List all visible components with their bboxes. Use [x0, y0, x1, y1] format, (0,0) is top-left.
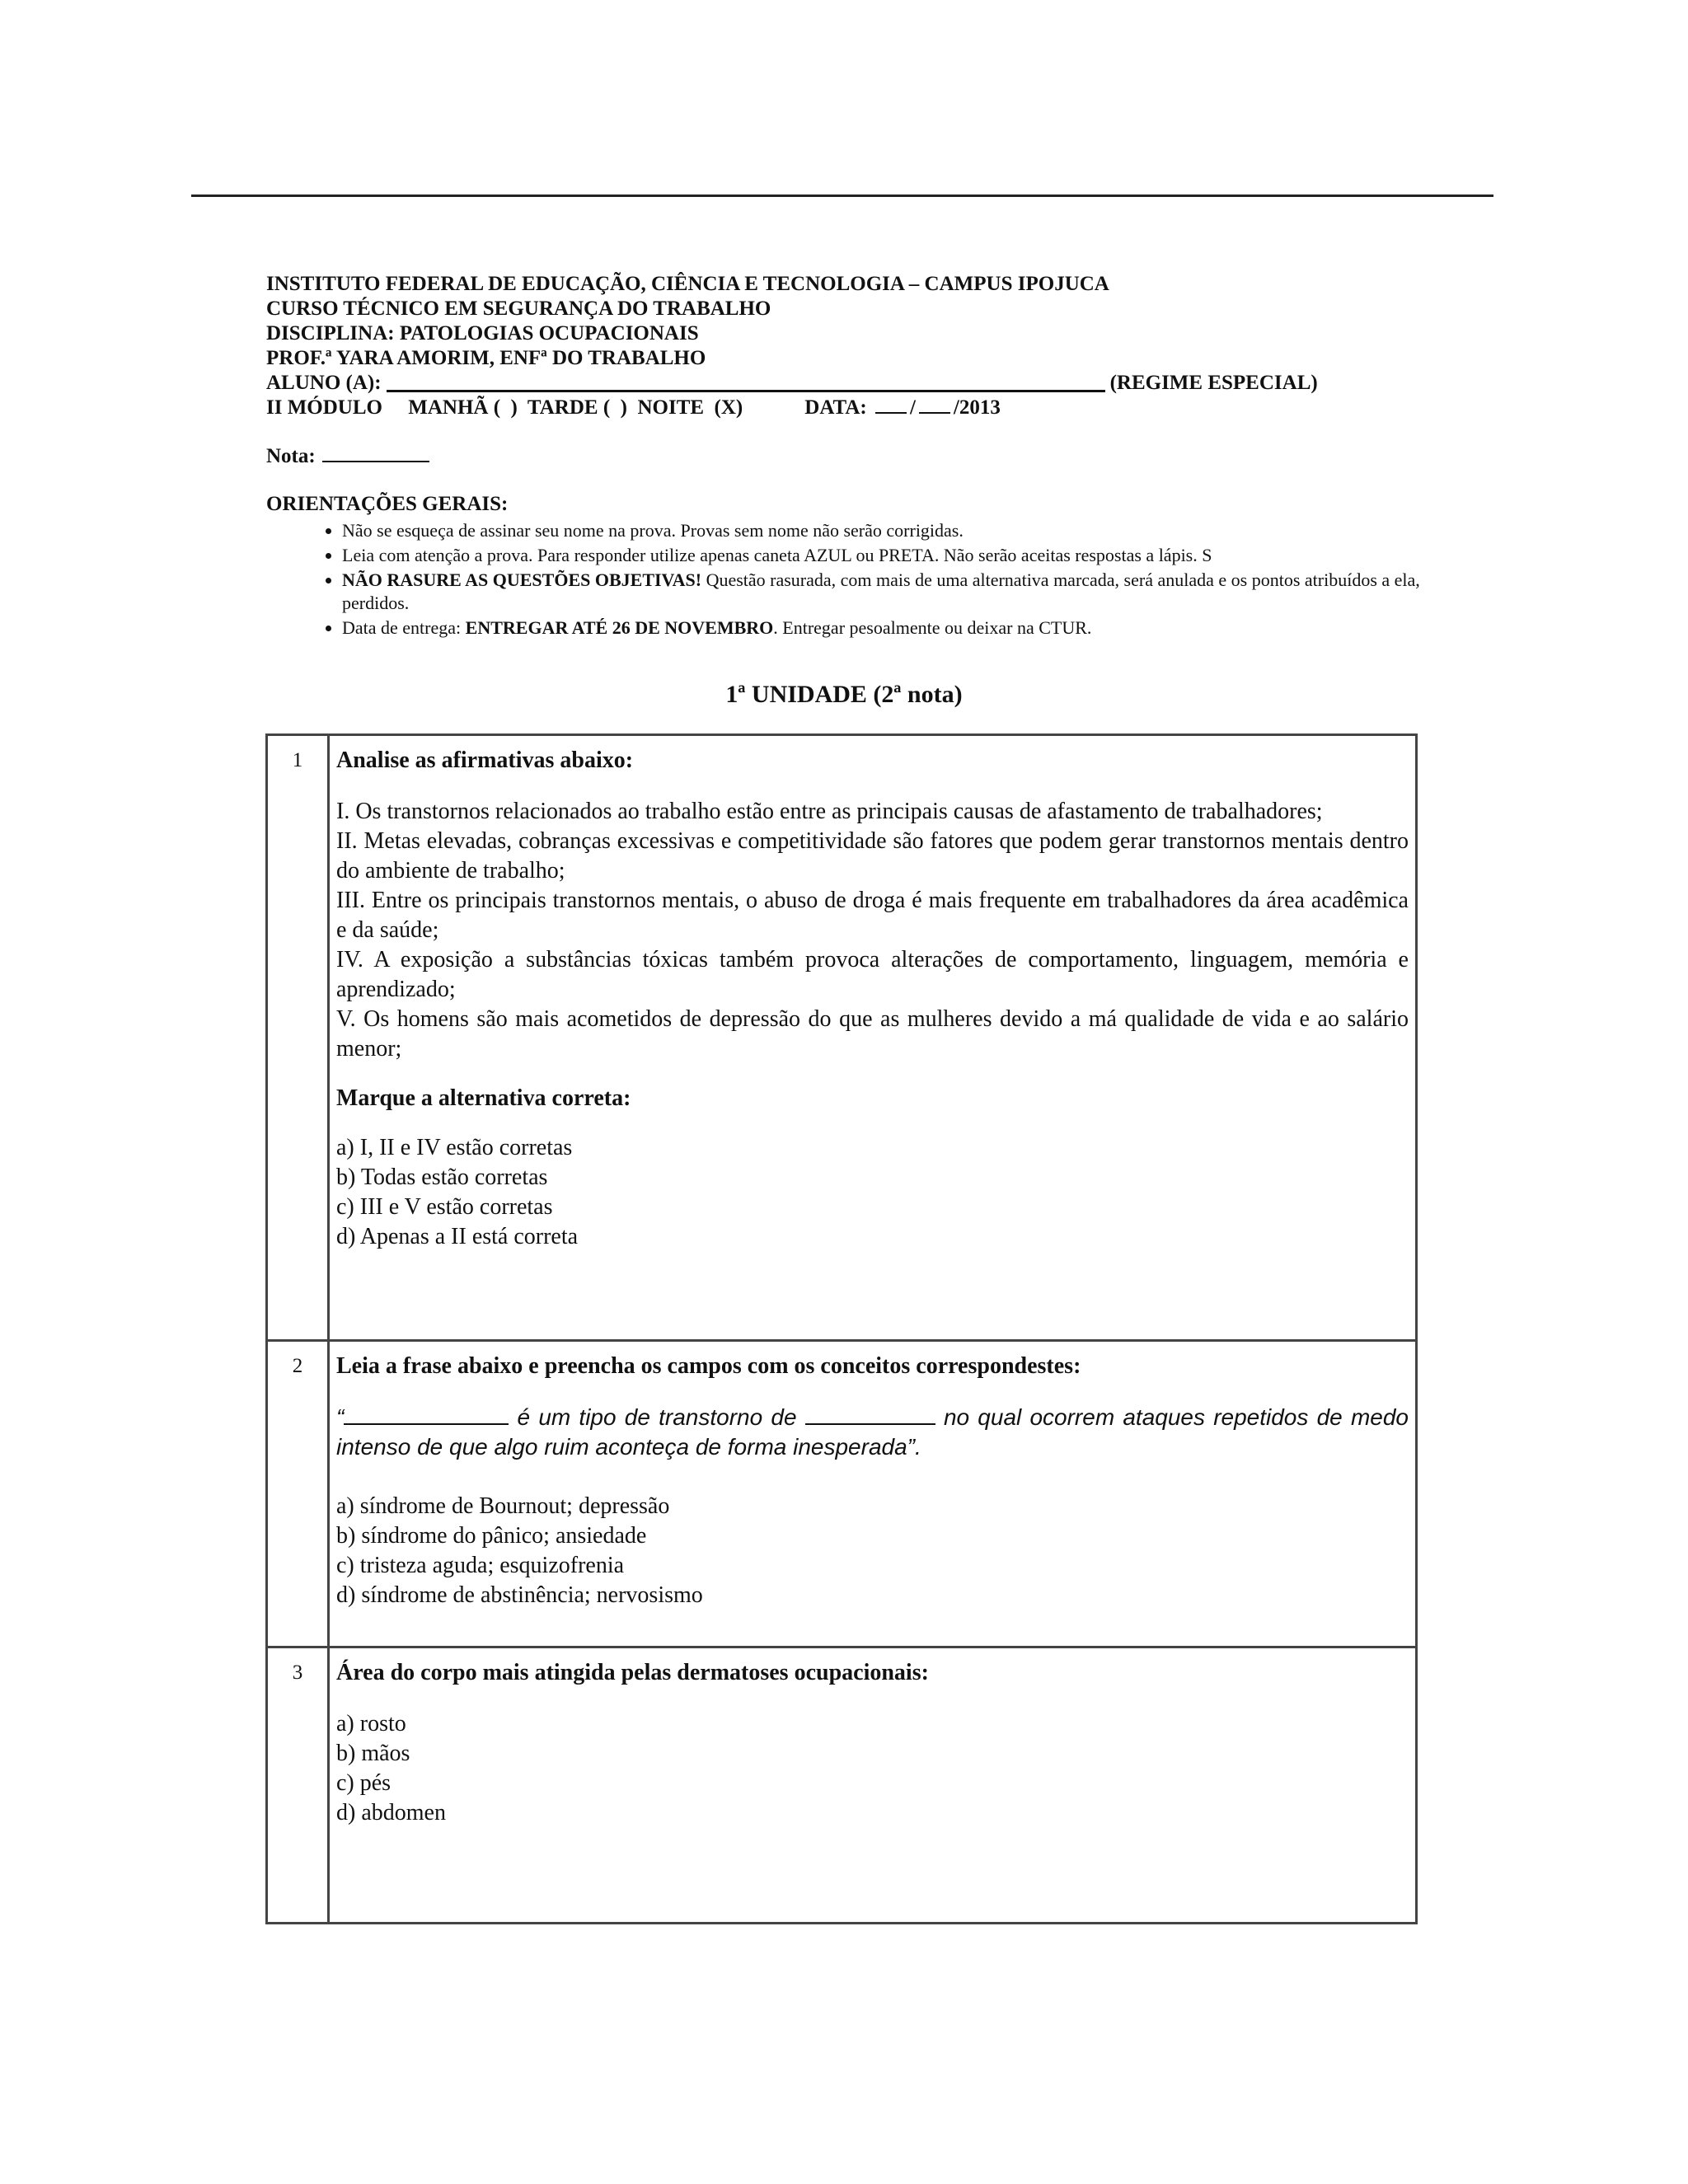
shift-night[interactable]: NOITE (X)	[637, 396, 743, 419]
answer-option[interactable]: a) I, II e IV estão corretas	[336, 1135, 573, 1160]
instructions-title: ORIENTAÇÕES GERAIS:	[266, 493, 509, 515]
regime-label: (REGIME ESPECIAL)	[1109, 372, 1318, 394]
student-label: ALUNO (A):	[266, 372, 382, 394]
instructions-list	[266, 519, 1445, 640]
statement: IV. A exposição a substâncias tóxicas também provoca alterações de comportamento, linguagem, memória e aprendizado;	[336, 947, 1409, 1002]
answer-option[interactable]: b) síndrome do pânico; ansiedade	[336, 1523, 647, 1549]
date-label: DATA:	[804, 396, 867, 419]
answer-option[interactable]: d) abdomen	[336, 1800, 446, 1825]
answer-option[interactable]: c) III e V estão corretas	[336, 1194, 553, 1220]
question-row	[267, 735, 1417, 1341]
answer-option[interactable]: d) Apenas a II está correta	[336, 1224, 579, 1249]
student-name-field[interactable]	[387, 390, 1105, 392]
questions-table	[265, 733, 1418, 1924]
shift-afternoon[interactable]: TARDE ( )	[527, 396, 627, 419]
grade-field[interactable]	[322, 461, 429, 462]
question-subtitle: Marque a alternativa correta:	[336, 1085, 631, 1111]
question-title: Leia a frase abaixo e preencha os campos com os conceitos correspondestes:	[336, 1353, 1081, 1379]
instruction-emphasis: NÃO RASURE AS QUESTÕES OBJETIVAS!	[342, 569, 702, 590]
exam-header	[266, 272, 1437, 420]
question-number: 3	[267, 1647, 329, 1924]
question-body	[329, 1647, 1417, 1924]
course-name: CURSO TÉCNICO EM SEGURANÇA DO TRABALHO	[266, 298, 771, 320]
date-month-field[interactable]	[919, 412, 950, 414]
answer-option[interactable]: b) mãos	[336, 1741, 410, 1766]
shift-morning[interactable]: MANHÃ ( )	[408, 396, 518, 419]
statement: II. Metas elevadas, cobranças excessivas e competitividade são fatores que podem gerar transtornos mentais dentro do ambiente de trabalho;	[336, 828, 1409, 883]
answer-option[interactable]: a) síndrome de Bournout; depressão	[336, 1493, 670, 1519]
discipline-name: DISCIPLINA: PATOLOGIAS OCUPACIONAIS	[266, 322, 699, 344]
answer-option[interactable]: a) rosto	[336, 1711, 406, 1736]
fill-blank-1[interactable]	[344, 1423, 509, 1425]
instruction-item: • NÃO RASURE AS QUESTÕES OBJETIVAS! Questão rasurada, com mais de uma alternativa marcada, será anulada e os pontos atribuídos a ela, perdidos.	[342, 569, 1445, 615]
module-row	[266, 396, 1437, 420]
statement: V. Os homens são mais acometidos de depressão do que as mulheres devido a má qualidade de vida e ao salário menor;	[336, 1006, 1409, 1062]
instruction-emphasis: ENTREGAR ATÉ 26 DE NOVEMBRO	[465, 617, 774, 638]
instruction-item: • Não se esqueça de assinar seu nome na prova. Provas sem nome não serão corrigidas.	[342, 519, 1445, 542]
institution-name: INSTITUTO FEDERAL DE EDUCAÇÃO, CIÊNCIA E TECNOLOGIA – CAMPUS IPOJUCA	[266, 273, 1109, 295]
general-instructions	[266, 493, 1445, 641]
instruction-item: • Data de entrega: ENTREGAR ATÉ 26 DE NOVEMBRO. Entregar pesoalmente ou deixar na CTUR.	[342, 616, 1445, 640]
question-title: Analise as afirmativas abaixo:	[336, 748, 634, 773]
question-row	[267, 1647, 1417, 1924]
question-body	[329, 735, 1417, 1341]
question-title: Área do corpo mais atingida pelas dermatoses ocupacionais:	[336, 1660, 929, 1685]
unit-title: 1ª UNIDADE (2ª nota)	[725, 681, 963, 708]
statement: I. Os transtornos relacionados ao trabalho estão entre as principais causas de afastamento de trabalhadores;	[336, 799, 1323, 824]
date-year: /2013	[953, 396, 1001, 419]
statement: III. Entre os principais transtornos mentais, o abuso de droga é mais frequente em trabalhadores da área acadêmica e da saúde;	[336, 888, 1409, 943]
question-number: 2	[267, 1341, 329, 1647]
teacher-name: PROF.ª YARA AMORIM, ENFª DO TRABALHO	[266, 347, 706, 369]
fill-blank-2[interactable]	[805, 1423, 935, 1425]
answer-option[interactable]: c) pés	[336, 1770, 392, 1796]
grade-row	[266, 445, 429, 468]
date-separator: /	[909, 396, 916, 419]
answer-option[interactable]: c) tristeza aguda; esquizofrenia	[336, 1553, 625, 1578]
question-number: 1	[267, 735, 329, 1341]
grade-label: Nota:	[266, 445, 316, 467]
module-label: II MÓDULO	[266, 396, 382, 419]
date-day-field[interactable]	[875, 412, 907, 414]
question-body	[329, 1341, 1417, 1647]
answer-option[interactable]: d) síndrome de abstinência; nervosismo	[336, 1582, 703, 1608]
answer-option[interactable]: b) Todas estão corretas	[336, 1165, 548, 1190]
student-row	[266, 371, 1437, 396]
question-row	[267, 1341, 1417, 1647]
top-divider	[191, 194, 1493, 197]
fill-in-sentence: “ é um tipo de transtorno de no qual ocorrem ataques repetidos de medo intenso de que algo ruim aconteça de forma inesperada”.	[336, 1404, 1409, 1460]
instruction-item: • Leia com atenção a prova. Para responder utilize apenas caneta AZUL ou PRETA. Não serão aceitas respostas a lápis. S	[342, 544, 1445, 567]
